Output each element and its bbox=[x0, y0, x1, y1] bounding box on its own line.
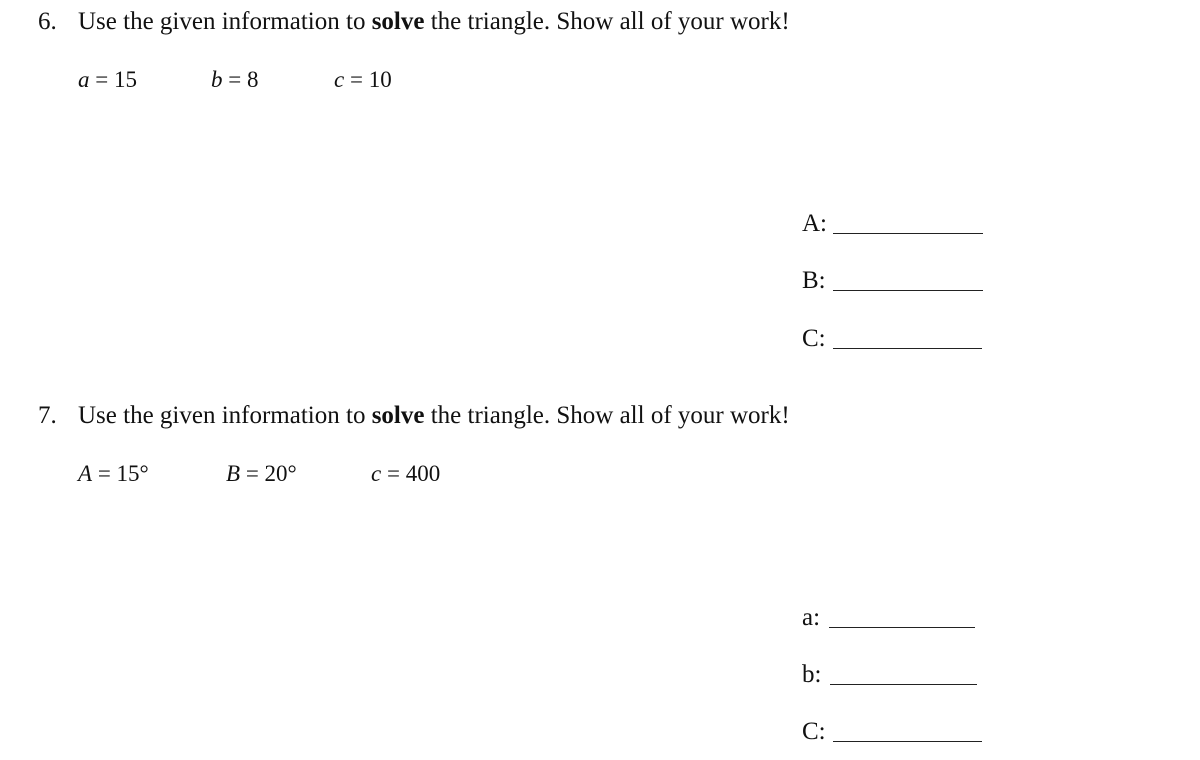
answer-field-angle-a[interactable]: A: bbox=[802, 209, 992, 239]
given-angle-b: B = 20° bbox=[226, 461, 297, 486]
answer-blank[interactable] bbox=[833, 348, 982, 349]
given-c: c = 10 bbox=[334, 67, 392, 92]
problem-7-heading bbox=[38, 401, 790, 431]
answer-blank[interactable] bbox=[833, 741, 982, 742]
problem-6-heading bbox=[38, 7, 790, 37]
given-a: a = 15 bbox=[78, 67, 137, 92]
problem-number: 7. bbox=[38, 402, 57, 429]
instruction-bold-text: solve bbox=[371, 402, 425, 429]
given-angle-a: A = 15° bbox=[78, 461, 149, 486]
instruction-text: Use the given information to bbox=[78, 8, 372, 35]
answer-blank[interactable] bbox=[833, 290, 983, 291]
answer-blank[interactable] bbox=[833, 233, 983, 234]
answer-field-angle-c[interactable]: C: bbox=[802, 324, 992, 354]
instruction-text: Use the given information to bbox=[78, 402, 372, 429]
instruction-text-end: the triangle. Show all of your work! bbox=[424, 402, 790, 429]
given-b: b = 8 bbox=[211, 67, 259, 92]
instruction-bold-text: solve bbox=[371, 8, 425, 35]
answer-field-angle-c[interactable]: C: bbox=[802, 717, 992, 747]
problem-number: 6. bbox=[38, 8, 57, 35]
answer-blank[interactable] bbox=[829, 627, 975, 628]
answer-field-side-a[interactable]: a: bbox=[802, 603, 992, 633]
answer-field-angle-b[interactable]: B: bbox=[802, 266, 992, 296]
given-side-c: c = 400 bbox=[371, 461, 441, 486]
answer-field-side-b[interactable]: b: bbox=[802, 660, 992, 690]
instruction-text-end: the triangle. Show all of your work! bbox=[424, 8, 790, 35]
answer-blank[interactable] bbox=[830, 684, 977, 685]
